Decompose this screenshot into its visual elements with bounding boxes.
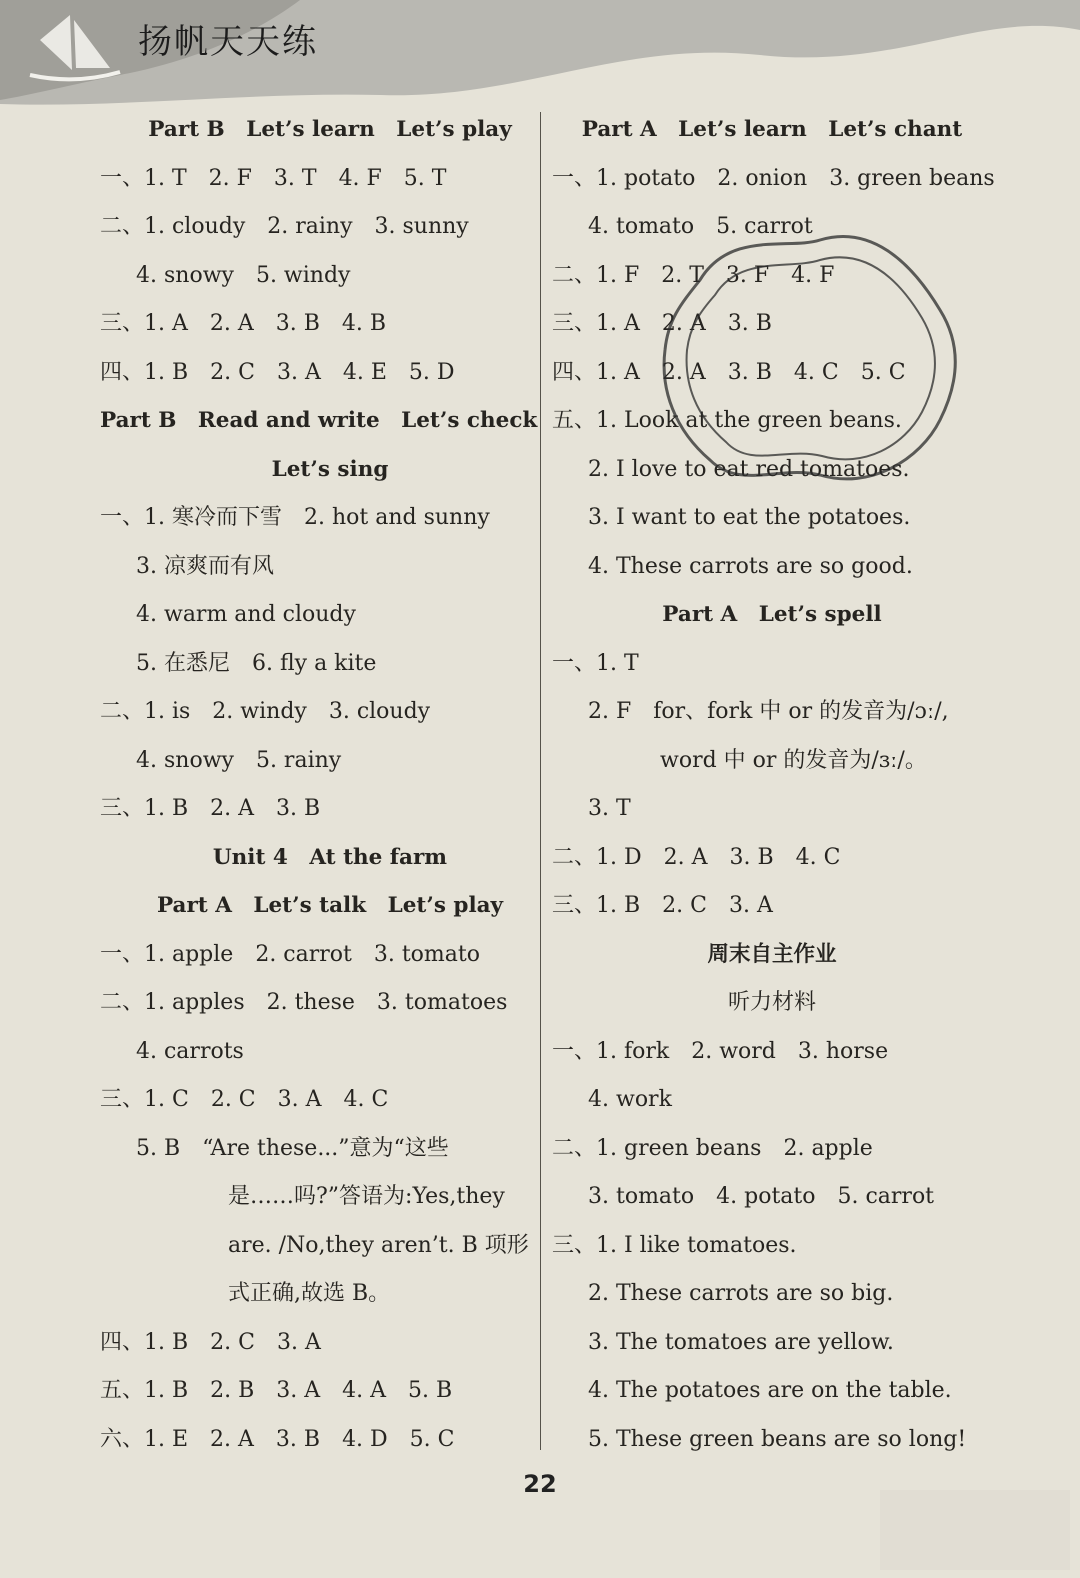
- left-answer-line: 三、1. B 2. A 3. B: [100, 796, 321, 821]
- left-answer-line: 二、1. cloudy 2. rainy 3. sunny: [100, 214, 469, 239]
- left-answer-line: 3. 凉爽而有风: [136, 553, 274, 579]
- stamp-seal-icon: [640, 220, 970, 500]
- right-answer-line: 二、1. green beans 2. apple: [552, 1135, 873, 1161]
- column-divider: [540, 112, 541, 1450]
- right-answer-line: 听力材料: [727, 990, 816, 1015]
- right-answer-line: 3. I want to eat the potatoes.: [588, 505, 911, 530]
- right-answer-line: 2. These carrots are so big.: [588, 1281, 894, 1306]
- left-answer-line: Part A Let’s talk Let’s play: [156, 893, 504, 918]
- left-answer-line: 4. snowy 5. rainy: [136, 747, 342, 773]
- right-answer-line: 二、1. F 2. T 3. F 4. F: [552, 262, 835, 288]
- left-answer-line: 四、1. B 2. C 3. A 4. E 5. D: [100, 359, 455, 385]
- left-answer-line: 五、1. B 2. B 3. A 4. A 5. B: [100, 1378, 453, 1403]
- left-answer-line: 一、1. 寒冷而下雪 2. hot and sunny: [100, 505, 490, 530]
- right-answer-line: 三、1. A 2. A 3. B: [552, 311, 772, 336]
- left-answer-line: are. /No,they aren’t. B 项形: [228, 1232, 529, 1258]
- right-answer-line: 5. These green beans are so long!: [588, 1426, 967, 1452]
- left-answer-line: Part B Let’s learn Let’s play: [148, 117, 512, 142]
- left-answer-line: 三、1. C 2. C 3. A 4. C: [100, 1087, 389, 1112]
- right-answer-line: 4. The potatoes are on the table.: [588, 1378, 952, 1403]
- left-answer-line: 二、1. apples 2. these 3. tomatoes: [100, 990, 508, 1015]
- right-answer-line: 2. I love to eat red tomatoes.: [588, 456, 910, 482]
- right-answer-line: 一、1. T: [552, 650, 639, 676]
- right-answer-line: 3. tomato 4. potato 5. carrot: [588, 1184, 935, 1209]
- right-answer-line: 4. tomato 5. carrot: [588, 214, 813, 239]
- watermark-logo: [880, 1490, 1070, 1574]
- right-answer-line: 三、1. B 2. C 3. A: [552, 893, 773, 918]
- watermark-icon: [880, 1490, 1070, 1570]
- left-answer-line: Part B Read and write Let’s check: [100, 408, 538, 433]
- left-answer-line: 4. carrots: [136, 1038, 244, 1064]
- right-answer-line: 五、1. Look at the green beans.: [552, 408, 902, 433]
- left-answer-column: [100, 106, 560, 1464]
- left-answer-line: Let’s sing: [271, 456, 389, 482]
- left-answer-line: 六、1. E 2. A 3. B 4. D 5. C: [100, 1426, 455, 1452]
- right-answer-line: 三、1. I like tomatoes.: [552, 1232, 797, 1258]
- right-answer-line: 四、1. A 2. A 3. B 4. C 5. C: [552, 359, 906, 385]
- right-answer-line: 一、1. potato 2. onion 3. green beans: [552, 165, 995, 191]
- right-answer-line: 一、1. fork 2. word 3. horse: [552, 1038, 889, 1064]
- left-answer-line: Unit 4 At the farm: [212, 844, 448, 870]
- left-answer-line: 4. snowy 5. windy: [136, 262, 351, 288]
- left-answer-line: 一、1. apple 2. carrot 3. tomato: [100, 941, 480, 967]
- right-answer-line: 4. These carrots are so good.: [588, 553, 913, 579]
- left-answer-line: 一、1. T 2. F 3. T 4. F 5. T: [100, 165, 447, 191]
- page-number: 22: [523, 1470, 557, 1498]
- right-answer-line: 4. work: [588, 1087, 672, 1112]
- right-answer-line: 3. The tomatoes are yellow.: [588, 1329, 894, 1355]
- right-answer-line: Part A Let’s spell: [662, 602, 882, 627]
- right-answer-line: 二、1. D 2. A 3. B 4. C: [552, 844, 841, 870]
- right-answer-line: word 中 or 的发音为/ɜː/。: [660, 747, 927, 773]
- right-answer-line: 周末自主作业: [707, 941, 837, 967]
- left-answer-line: 三、1. A 2. A 3. B 4. B: [100, 311, 387, 336]
- left-answer-line: 是……吗?”答语为:Yes,they: [228, 1184, 505, 1209]
- header-title: 扬帆天天练: [138, 22, 318, 62]
- right-answer-line: 3. T: [588, 796, 631, 821]
- left-answer-line: 5. B “Are these...”意为“这些: [136, 1135, 449, 1161]
- left-answer-line: 四、1. B 2. C 3. A: [100, 1329, 321, 1355]
- left-answer-line: 4. warm and cloudy: [136, 602, 356, 627]
- right-answer-line: 2. F for、fork 中 or 的发音为/ɔː/,: [588, 699, 949, 724]
- right-answer-line: Part A Let’s learn Let’s chant: [581, 117, 963, 142]
- left-answer-line: 5. 在悉尼 6. fly a kite: [136, 650, 377, 676]
- left-answer-line: 式正确,故选 B。: [228, 1281, 391, 1306]
- left-answer-line: 二、1. is 2. windy 3. cloudy: [100, 699, 431, 724]
